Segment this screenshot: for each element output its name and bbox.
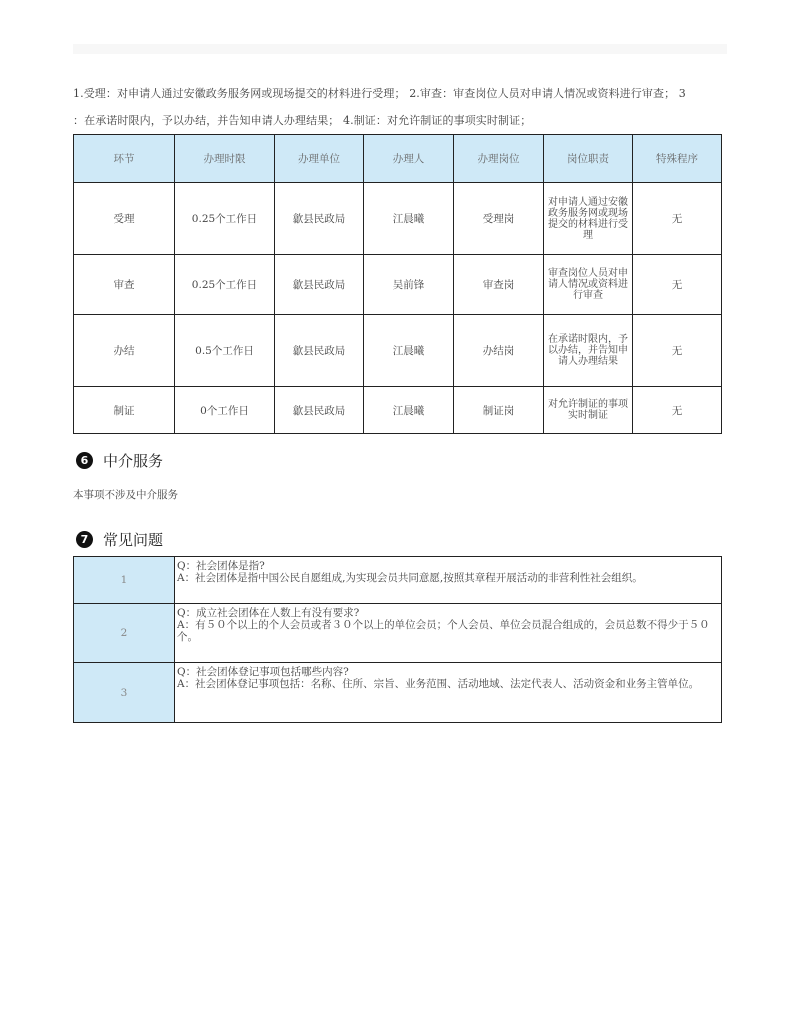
- table-cell: 审查: [74, 255, 175, 315]
- faq-row: [74, 557, 722, 604]
- faq-answer: A：社会团体是指中国公民自愿组成,为实现会员共同意愿,按照其章程开展活动的非营利性社会组织。: [177, 572, 643, 584]
- table-cell: 办结岗: [454, 315, 544, 387]
- faq-question: Q：社会团体是指?: [177, 560, 265, 572]
- table-cell: 0.25个工作日: [175, 255, 275, 315]
- faq-answer: A：社会团体登记事项包括：名称、住所、宗旨、业务范围、活动地域、法定代表人、活动资金和业务主管单位。: [177, 678, 700, 690]
- faq-table: [73, 556, 722, 723]
- table-row: [74, 255, 722, 315]
- process-description-line1: 1.受理：对申请人通过安徽政务服务网或现场提交的材料进行受理； 2.审查：审查岗位人员对申请人情况或资料进行审查； 3: [73, 87, 686, 100]
- section-heading-intermediary: [76, 450, 163, 471]
- column-header: 岗位职责: [544, 135, 633, 183]
- table-cell: 制证: [74, 387, 175, 434]
- column-header: 特殊程序: [633, 135, 722, 183]
- intermediary-note: 本事项不涉及中介服务: [73, 489, 178, 501]
- faq-content: [175, 557, 722, 604]
- table-cell: 无: [633, 183, 722, 255]
- table-cell: 0.5个工作日: [175, 315, 275, 387]
- faq-question: Q：社会团体登记事项包括哪些内容?: [177, 666, 349, 678]
- top-bar: [73, 44, 727, 54]
- section-title: 中介服务: [103, 452, 164, 470]
- column-header: 办理单位: [275, 135, 364, 183]
- column-header: 环节: [74, 135, 175, 183]
- table-cell: 歙县民政局: [275, 183, 364, 255]
- process-description: [73, 80, 733, 134]
- table-cell: 审查岗: [454, 255, 544, 315]
- table-cell: 江晨曦: [364, 183, 454, 255]
- table-cell: 0个工作日: [175, 387, 275, 434]
- section-number-icon: 7: [76, 531, 93, 548]
- faq-answer: A：有５０个以上的个人会员或者３０个以上的单位会员；个人会员、单位会员混合组成的，会员总数不得少于５０个。: [177, 619, 710, 643]
- faq-index: 1: [74, 557, 175, 604]
- table-cell: 江晨曦: [364, 315, 454, 387]
- column-header: 办理时限: [175, 135, 275, 183]
- table-cell: 办结: [74, 315, 175, 387]
- table-cell: 无: [633, 387, 722, 434]
- table-cell: 歙县民政局: [275, 255, 364, 315]
- table-cell: 歙县民政局: [275, 315, 364, 387]
- faq-content: [175, 604, 722, 663]
- table-row: [74, 315, 722, 387]
- column-header: 办理人: [364, 135, 454, 183]
- column-header: 办理岗位: [454, 135, 544, 183]
- process-table: [73, 134, 722, 434]
- faq-row: [74, 604, 722, 663]
- table-cell: 受理: [74, 183, 175, 255]
- process-description-line2: ：在承诺时限内，予以办结，并告知申请人办理结果； 4.制证：对允许制证的事项实时制证；: [73, 114, 532, 127]
- table-cell: 歙县民政局: [275, 387, 364, 434]
- table-row: [74, 183, 722, 255]
- table-cell: 无: [633, 315, 722, 387]
- section-number-icon: 6: [76, 452, 93, 469]
- table-cell: 0.25个工作日: [175, 183, 275, 255]
- faq-content: [175, 663, 722, 723]
- faq-index: 3: [74, 663, 175, 723]
- table-cell: 对申请人通过安徽政务服务网或现场提交的材料进行受理: [544, 183, 633, 255]
- table-row: [74, 387, 722, 434]
- section-heading-faq: [76, 529, 163, 550]
- faq-row: [74, 663, 722, 723]
- table-cell: 吴前锋: [364, 255, 454, 315]
- section-title: 常见问题: [103, 531, 164, 549]
- table-cell: 审查岗位人员对申请人情况或资料进行审查: [544, 255, 633, 315]
- table-cell: 对允许制证的事项实时制证: [544, 387, 633, 434]
- table-cell: 在承诺时限内，予以办结，并告知申请人办理结果: [544, 315, 633, 387]
- table-cell: 无: [633, 255, 722, 315]
- table-cell: 受理岗: [454, 183, 544, 255]
- table-header-row: [74, 135, 722, 183]
- table-cell: 江晨曦: [364, 387, 454, 434]
- table-cell: 制证岗: [454, 387, 544, 434]
- faq-question: Q：成立社会团体在人数上有没有要求?: [177, 607, 360, 619]
- faq-index: 2: [74, 604, 175, 663]
